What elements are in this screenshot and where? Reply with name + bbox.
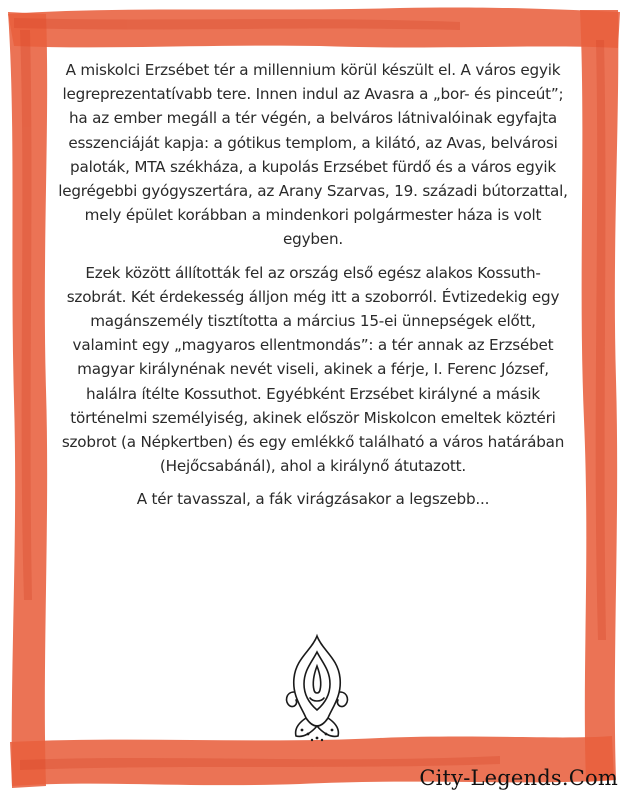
floral-ornament-icon: [282, 632, 352, 744]
article-body: [58, 58, 568, 521]
paragraph-spring: A tér tavasszal, a fák virágzásakor a legszebb...: [136, 490, 490, 509]
paragraph-kossuth-statue: Ezek között állították fel az ország első egész alakos Kossuth-szobrát. Két érdekesség álljon még itt a szoborról. Évtizedekig egy magánszemély tisztította a március 15-ei ünnepségek előtt, valamint egy „magyaros ellentmondás”: a tér annak az Erzsébet magyar királynénak nevét viseli, akinek a férje, I. Ferenc József, halálra ítélte Kossuthot. Egyébként Erzsébet királyné a másik történelmi személyiség, akinek először Miskolcon emeltek köztéri szobrot (a Népkertben) és egy emlékkő található a város határában (Hejőcsabánál), ahol a királynő átutazott.: [61, 263, 565, 476]
paragraph-intro: A miskolci Erzsébet tér a millennium körül készült el. A város egyik legreprezentatívabb tere. Innen indul az Avasra a „bor- és pinceút”; ha az ember megáll a tér végén, a belváros látnivalóinak egyfajta esszenciáját kapja: a gótikus templom, a kilátó, az Avas, belvárosi paloták, MTA székháza, a kupolás Erzsébet fürdő és a város egyik legrégebbi gyógyszertára, az Arany Szarvas, 19. századi bútorzattal, mely épület korábban a mindenkori polgármester háza is volt egyben.: [58, 61, 568, 249]
site-watermark: City-Legends.Com: [419, 766, 618, 790]
